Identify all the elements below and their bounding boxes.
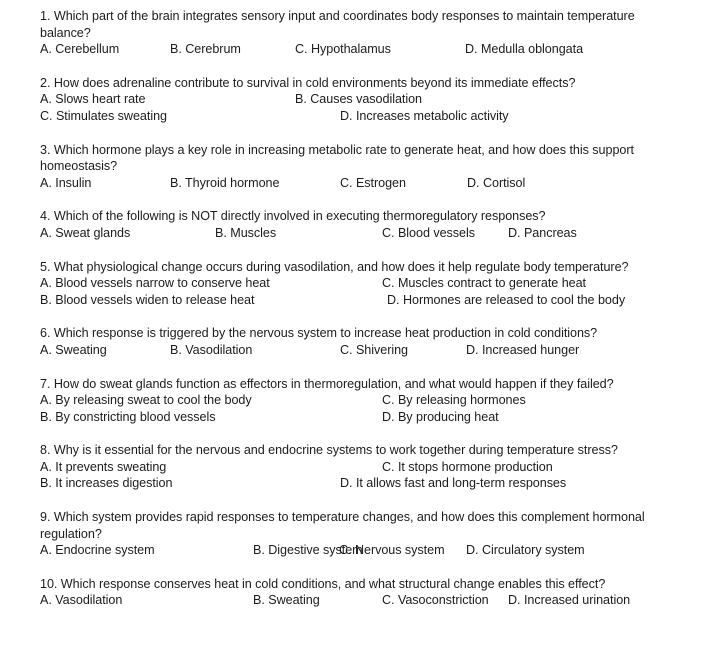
answer-option[interactable]: A. Endocrine system (40, 543, 155, 558)
answer-option[interactable]: B. By constricting blood vessels (40, 409, 216, 424)
answer-option[interactable]: B. Vasodilation (170, 342, 253, 357)
question-text: 3. Which hormone plays a key role in increasing metabolic rate to generate heat, and how does this support homeostasis? (40, 142, 634, 174)
answer-option[interactable]: D. Circulatory system (466, 543, 585, 558)
answer-option[interactable]: B. Muscles (215, 225, 277, 240)
answer-option[interactable]: D. Increases metabolic activity (340, 108, 509, 123)
answer-option[interactable]: D. It allows fast and long-term responses (340, 476, 567, 491)
question-block (40, 325, 708, 358)
question-text: 2. How does adrenaline contribute to survival in cold environments beyond its immediate effects? (40, 75, 576, 90)
answer-option[interactable]: D. Medulla oblongata (465, 42, 584, 57)
answer-option[interactable]: C. Estrogen (340, 175, 406, 190)
answer-option[interactable]: A. Cerebellum (40, 42, 120, 57)
answer-option[interactable]: B. Sweating (253, 593, 320, 608)
answer-option[interactable]: D. By producing heat (382, 409, 499, 424)
answer-option[interactable]: C. Vasoconstriction (382, 593, 489, 608)
answer-option[interactable]: B. Digestive system (253, 543, 363, 558)
answer-options-row (40, 108, 708, 125)
question-text: 5. What physiological change occurs during vasodilation, and how does it help regulate body temperature? (40, 259, 629, 274)
question-block (40, 259, 708, 309)
answer-option[interactable]: C. By releasing hormones (382, 393, 526, 408)
question-block (40, 442, 708, 492)
answer-option[interactable]: C. Nervous system (339, 543, 445, 558)
answer-option[interactable]: C. Blood vessels (382, 225, 475, 240)
answer-options-row (40, 459, 708, 476)
question-block (40, 509, 708, 559)
answer-option[interactable]: C. Muscles contract to generate heat (382, 276, 587, 291)
question-text: 7. How do sweat glands function as effectors in thermoregulation, and what would happen if they failed? (40, 376, 614, 391)
answer-options-row (40, 409, 708, 426)
answer-option[interactable]: A. It prevents sweating (40, 459, 167, 474)
answer-options-row (40, 592, 708, 609)
question-text: 6. Which response is triggered by the nervous system to increase heat production in cold conditions? (40, 326, 598, 341)
question-block (40, 142, 708, 192)
answer-option[interactable]: C. Hypothalamus (295, 42, 391, 57)
answer-option[interactable]: A. Insulin (40, 175, 92, 190)
question-text: 4. Which of the following is NOT directly involved in executing thermoregulatory responses? (40, 209, 546, 224)
answer-option[interactable]: A. Blood vessels narrow to conserve heat (40, 276, 270, 291)
question-block (40, 576, 708, 609)
answer-options-row (40, 542, 708, 559)
answer-options-row (40, 275, 708, 292)
answer-options-row (40, 292, 708, 309)
answer-options-row (40, 225, 708, 242)
answer-option[interactable]: B. Thyroid hormone (170, 175, 280, 190)
answer-option[interactable]: B. Causes vasodilation (295, 92, 423, 107)
answer-option[interactable]: A. Vasodilation (40, 593, 123, 608)
answer-option[interactable]: A. By releasing sweat to cool the body (40, 393, 252, 408)
answer-options-row (40, 175, 708, 192)
answer-option[interactable]: D. Increased hunger (466, 342, 580, 357)
question-text: 10. Which response conserves heat in cold conditions, and what structural change enables this effect? (40, 576, 606, 591)
answer-option[interactable]: C. Shivering (340, 342, 408, 357)
answer-option[interactable]: C. It stops hormone production (382, 459, 553, 474)
question-block (40, 376, 708, 426)
answer-option[interactable]: D. Hormones are released to cool the body (387, 292, 626, 307)
answer-options-row (40, 475, 708, 492)
question-text: 8. Why is it essential for the nervous and endocrine systems to work together during temperature stress? (40, 443, 618, 458)
answer-options-row (40, 392, 708, 409)
answer-option[interactable]: D. Increased urination (508, 593, 631, 608)
answer-options-row (40, 91, 708, 108)
answer-options-row (40, 342, 708, 359)
question-block (40, 75, 708, 125)
answer-option[interactable]: A. Sweat glands (40, 225, 131, 240)
answer-option[interactable]: B. Cerebrum (170, 42, 241, 57)
answer-option[interactable]: C. Stimulates sweating (40, 108, 167, 123)
answer-options-row (40, 41, 708, 58)
question-block (40, 208, 708, 241)
answer-option[interactable]: D. Pancreas (508, 225, 577, 240)
question-text: 9. Which system provides rapid responses to temperature changes, and how does this complement hormonal regulation? (40, 510, 645, 541)
question-text: 1. Which part of the brain integrates sensory input and coordinates body responses to maintain temperature balance? (40, 9, 635, 40)
answer-option[interactable]: B. It increases digestion (40, 476, 173, 491)
answer-option[interactable]: A. Sweating (40, 342, 107, 357)
question-block (40, 8, 708, 58)
answer-option[interactable]: A. Slows heart rate (40, 92, 146, 107)
answer-option[interactable]: B. Blood vessels widen to release heat (40, 292, 255, 307)
answer-option[interactable]: D. Cortisol (467, 175, 526, 190)
